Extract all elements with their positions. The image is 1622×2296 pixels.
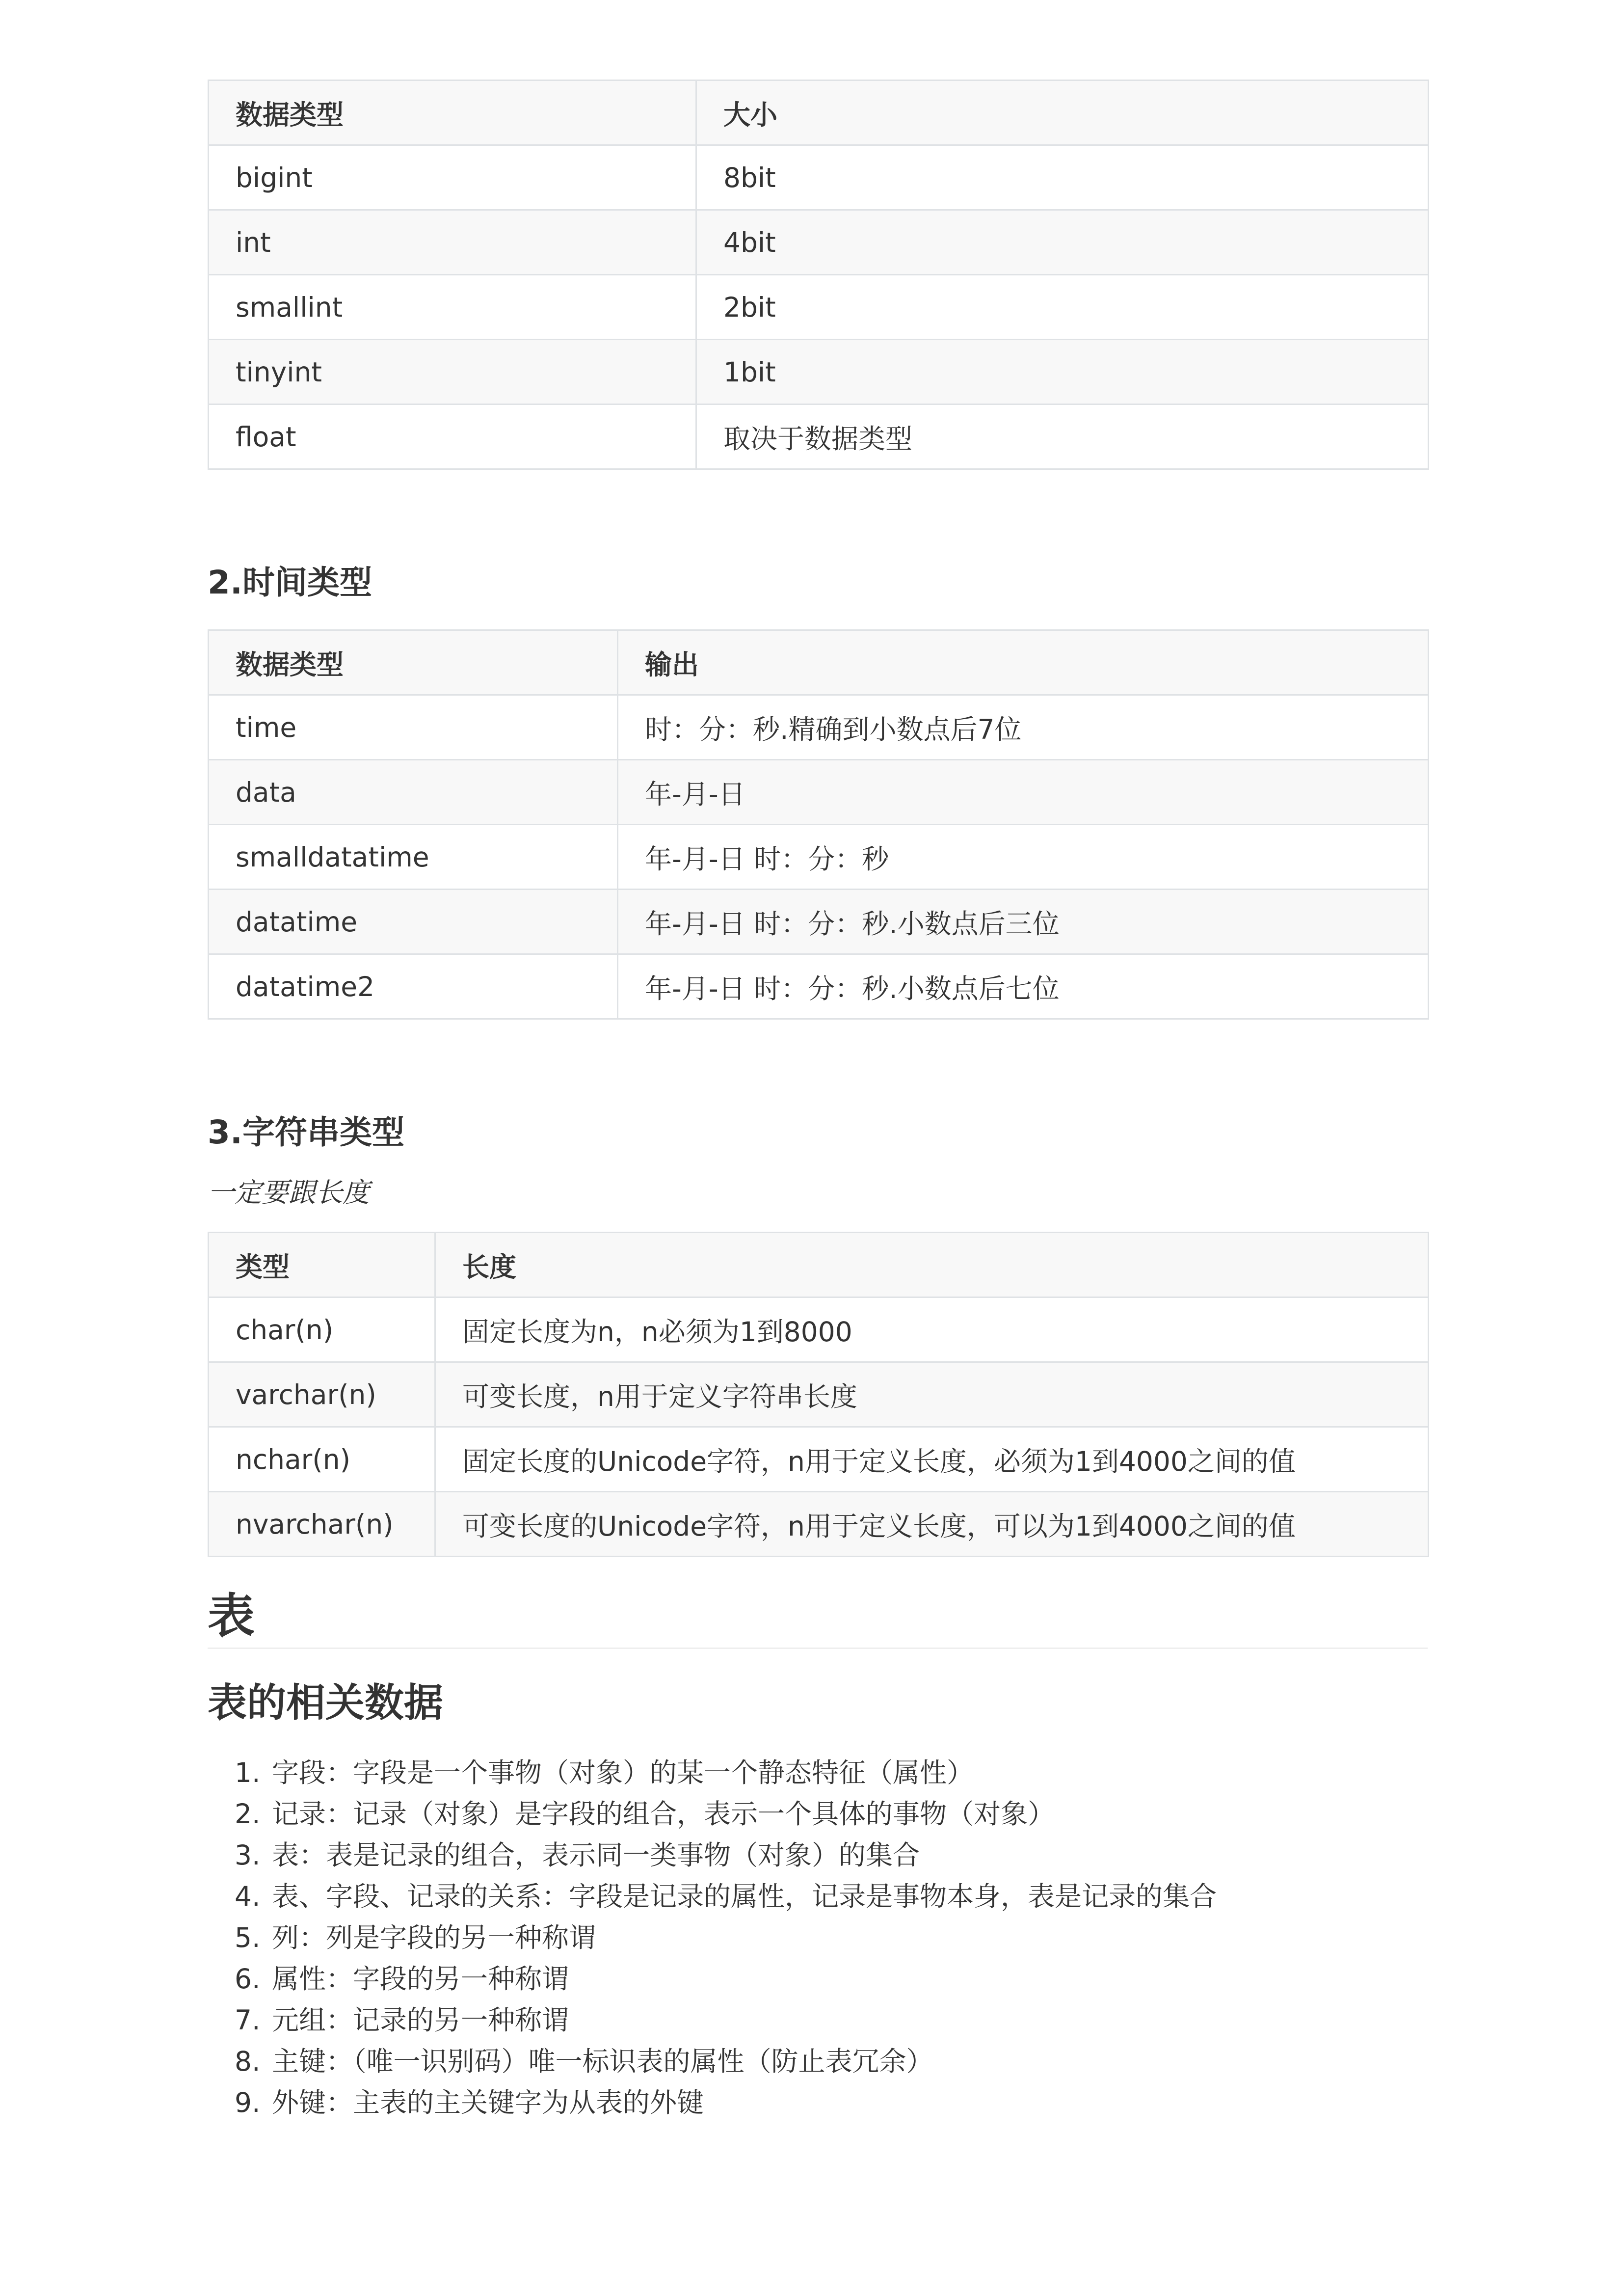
type-cell: tinyint [209, 340, 696, 405]
column-header: 大小 [696, 81, 1429, 145]
table-row [209, 1297, 1429, 1362]
length-cell: 可变长度，n用于定义字符串长度 [435, 1362, 1429, 1427]
output-cell: 年-月-日 时：分：秒.小数点后七位 [618, 954, 1429, 1019]
list-item: 9. 外键：主表的主关键字为从表的外键 [269, 2082, 1428, 2123]
list-item: 4. 表、字段、记录的关系：字段是记录的属性，记录是事物本身，表是记录的集合 [269, 1876, 1428, 1917]
type-cell: nchar(n) [209, 1427, 435, 1492]
size-cell: 1bit [696, 340, 1429, 405]
table-row [209, 275, 1429, 340]
table-row [209, 825, 1429, 890]
list-item: 6. 属性：字段的另一种称谓 [269, 1958, 1428, 1999]
numeric-type-table [208, 80, 1429, 470]
list-item: 7. 元组：记录的另一种称谓 [269, 1999, 1428, 2041]
list-item: 1. 字段：字段是一个事物（对象）的某一个静态特征（属性） [269, 1752, 1428, 1793]
list-item: 5. 列：列是字段的另一种称谓 [269, 1917, 1428, 1958]
type-cell: int [209, 210, 696, 275]
length-cell: 固定长度为n，n必须为1到8000 [435, 1297, 1429, 1362]
type-cell: bigint [209, 145, 696, 210]
table-header-row [209, 1233, 1429, 1297]
column-header: 数据类型 [209, 81, 696, 145]
column-header: 长度 [435, 1233, 1429, 1297]
type-cell: datatime [209, 890, 618, 954]
string-type-table [208, 1232, 1429, 1557]
section-heading-time: 2.时间类型 [208, 564, 372, 601]
length-cell: 可变长度的Unicode字符，n用于定义长度，可以为1到4000之间的值 [435, 1492, 1429, 1557]
size-cell: 2bit [696, 275, 1429, 340]
table-row [209, 340, 1429, 405]
type-cell: char(n) [209, 1297, 435, 1362]
time-type-table [208, 629, 1429, 1020]
type-cell: time [209, 695, 618, 760]
table-header-row [209, 81, 1429, 145]
output-cell: 年-月-日 时：分：秒.小数点后三位 [618, 890, 1429, 954]
output-cell: 时：分：秒.精确到小数点后7位 [618, 695, 1429, 760]
type-cell: datatime2 [209, 954, 618, 1019]
type-cell: varchar(n) [209, 1362, 435, 1427]
list-item: 2. 记录：记录（对象）是字段的组合，表示一个具体的事物（对象） [269, 1793, 1428, 1835]
list-item: 8. 主键：（唯一识别码）唯一标识表的属性（防止表冗余） [269, 2041, 1428, 2082]
table-row [209, 760, 1429, 825]
column-header: 输出 [618, 630, 1429, 695]
table-row [209, 210, 1429, 275]
section-note: 一定要跟长度 [208, 1177, 370, 1208]
table-row [209, 405, 1429, 469]
table-row [209, 954, 1429, 1019]
table-row [209, 695, 1429, 760]
size-cell: 8bit [696, 145, 1429, 210]
column-header: 类型 [209, 1233, 435, 1297]
type-cell: smalldatatime [209, 825, 618, 890]
type-cell: smallint [209, 275, 696, 340]
output-cell: 年-月-日 [618, 760, 1429, 825]
table-row [209, 1492, 1429, 1557]
type-cell: float [209, 405, 696, 469]
list-item: 3. 表：表是记录的组合，表示同一类事物（对象）的集合 [269, 1835, 1428, 1876]
document-page [208, 80, 1428, 2123]
table-row [209, 1362, 1429, 1427]
table-row [209, 890, 1429, 954]
table-header-row [209, 630, 1429, 695]
page-title-table: 表 [208, 1587, 1428, 1649]
size-cell: 取决于数据类型 [696, 405, 1429, 469]
length-cell: 固定长度的Unicode字符，n用于定义长度，必须为1到4000之间的值 [435, 1427, 1429, 1492]
table-row [209, 145, 1429, 210]
type-cell: data [209, 760, 618, 825]
subheading-table-data: 表的相关数据 [208, 1680, 443, 1726]
table-row [209, 1427, 1429, 1492]
type-cell: nvarchar(n) [209, 1492, 435, 1557]
column-header: 数据类型 [209, 630, 618, 695]
output-cell: 年-月-日 时：分：秒 [618, 825, 1429, 890]
definition-list [208, 1752, 1428, 2123]
size-cell: 4bit [696, 210, 1429, 275]
section-heading-string: 3.字符串类型 [208, 1113, 404, 1151]
